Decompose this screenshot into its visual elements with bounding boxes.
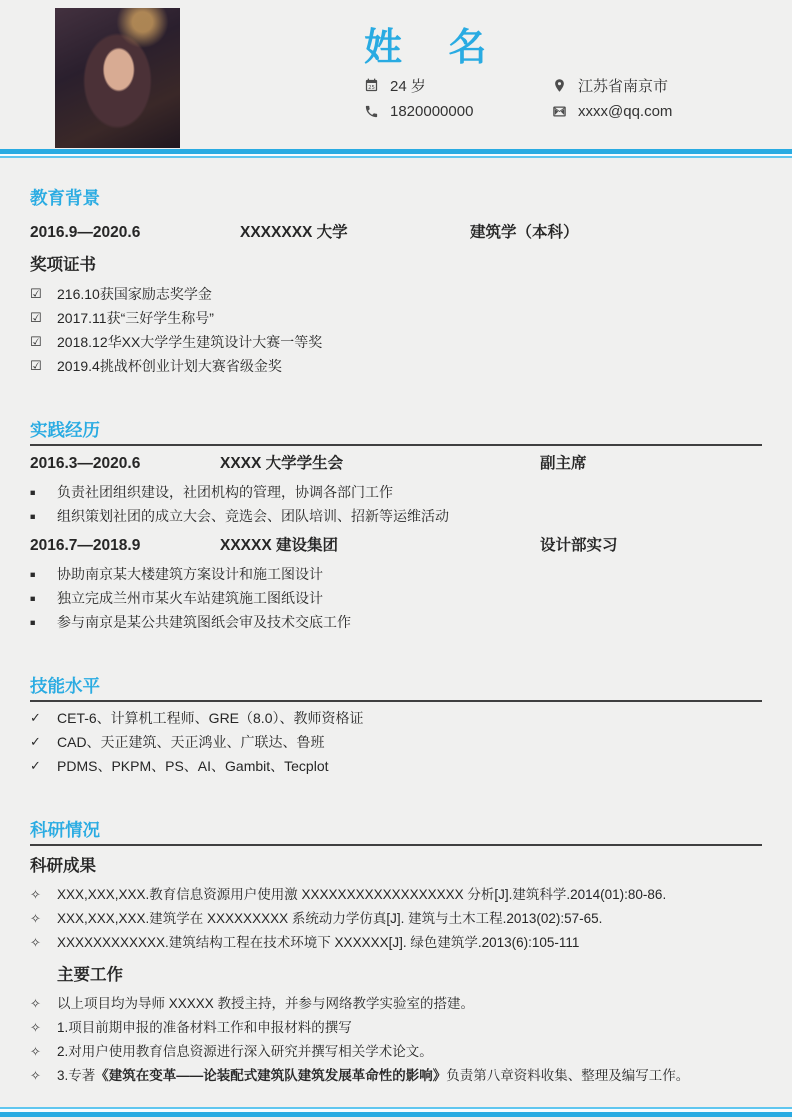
square-bullet-icon: ■ [30, 593, 36, 604]
diamond-bullet-icon: ✧ [30, 1020, 41, 1035]
job-period: 2016.7—2018.9 [30, 537, 141, 554]
job-organization: XXXX 大学学生会 [220, 455, 344, 472]
education-school: XXXXXXX 大学 [240, 224, 348, 241]
duty-text: 负责社团组织建设，社团机构的管理，协调各部门工作 [57, 484, 393, 500]
award-text: 2018.12华XX大学学生建筑设计大赛一等奖 [57, 334, 323, 350]
duty-text: 独立完成兰州市某火车站建筑施工图纸设计 [57, 590, 323, 606]
diamond-bullet-icon: ✧ [30, 1044, 41, 1059]
work-text-prefix: 3.专著 [57, 1068, 96, 1083]
list-item [30, 586, 762, 610]
research-title: 科研情况 [30, 820, 100, 840]
list-item [30, 306, 762, 330]
section-practice [30, 419, 762, 634]
section-rule [30, 700, 762, 702]
research-results-list [30, 883, 762, 955]
job-role: 设计部实习 [540, 537, 618, 554]
list-item [30, 610, 762, 634]
section-education [30, 158, 762, 378]
footer-divider [0, 1107, 792, 1117]
list-item [30, 504, 762, 528]
list-item [30, 1064, 762, 1088]
job-duty-list [30, 562, 762, 634]
contact-info [364, 72, 672, 124]
email-text: xxxx@qq.com [578, 102, 673, 120]
publication-text: XXX,XXX,XXX.教育信息资源用户使用激 XXXXXXXXXXXXXXXXXX 分析[J].建筑科学.2014(01):80-86. [57, 887, 667, 902]
practice-title: 实践经历 [30, 420, 100, 440]
job-duty-list [30, 480, 762, 528]
skill-text: CAD、天正建筑、天正鸿业、广联达、鲁班 [57, 734, 325, 750]
svg-text:25: 25 [368, 84, 375, 91]
list-item [30, 992, 762, 1016]
duty-text: 组织策划社团的成立大会、竞选会、团队培训、招新等运维活动 [57, 508, 449, 524]
skill-text: CET-6、计算机工程师、GRE（8.0）、教师资格证 [57, 710, 364, 726]
list-item [30, 282, 762, 306]
checkbox-icon: ☑ [30, 334, 42, 349]
profile-photo [55, 8, 180, 148]
work-text-suffix: 负责第八章资料收集、整理及编写工作。 [446, 1068, 690, 1083]
duty-text: 参与南京是某公共建筑图纸会审及技术交底工作 [57, 614, 351, 630]
skill-text: PDMS、PKPM、PS、AI、Gambit、Tecplot [57, 758, 329, 774]
education-major: 建筑学（本科） [470, 224, 579, 241]
section-research [30, 819, 762, 1088]
diamond-bullet-icon: ✧ [30, 996, 41, 1011]
publication-text: XXX,XXX,XXX.建筑学在 XXXXXXXXX 系统动力学仿真[J]. 建筑与土木工程.2013(02):57-65. [57, 911, 603, 926]
check-icon: ✓ [30, 734, 41, 749]
publication-text: XXXXXXXXXXXX.建筑结构工程在技术环境下 XXXXXX[J]. 绿色建筑学.2013(6):105-111 [57, 935, 580, 950]
checkbox-icon: ☑ [30, 358, 42, 373]
checkbox-icon: ☑ [30, 310, 42, 325]
section-rule [30, 444, 762, 446]
age-text: 24 岁 [390, 77, 426, 95]
resume-header [0, 0, 792, 149]
list-item [30, 330, 762, 354]
email-envelope-icon [552, 104, 567, 119]
list-item [30, 730, 762, 754]
work-text: 1.项目前期申报的准备材料工作和申报材料的撰写 [57, 1020, 352, 1035]
job-organization: XXXXX 建设集团 [220, 537, 338, 554]
check-icon: ✓ [30, 758, 41, 773]
checkbox-icon: ☑ [30, 286, 42, 301]
book-title: 《建筑在变革——论装配式建筑队建筑发展革命性的影响》 [95, 1068, 447, 1083]
calendar-icon [364, 78, 379, 93]
list-item [30, 931, 762, 955]
contact-age [364, 75, 552, 96]
list-item [30, 706, 762, 730]
work-text: 以上项目均为导师 XXXXX 教授主持，并参与网络教学实验室的搭建。 [57, 996, 475, 1011]
duty-text: 协助南京某大楼建筑方案设计和施工图设计 [57, 566, 323, 582]
location-text: 江苏省南京市 [578, 77, 669, 95]
main-work-list [30, 992, 762, 1088]
list-item [30, 562, 762, 586]
award-text: 2017.11获“三好学生称号” [57, 310, 214, 326]
list-item [30, 480, 762, 504]
square-bullet-icon: ■ [30, 511, 36, 522]
contact-email [552, 103, 672, 120]
education-period: 2016.9—2020.6 [30, 224, 141, 241]
list-item [30, 907, 762, 931]
list-item [30, 354, 762, 378]
job-period: 2016.3—2020.6 [30, 455, 141, 472]
square-bullet-icon: ■ [30, 487, 36, 498]
research-results-subtitle: 科研成果 [30, 857, 96, 875]
section-rule [30, 844, 762, 846]
contact-phone [364, 103, 552, 120]
list-item [30, 883, 762, 907]
award-text: 2019.4挑战杯创业计划大赛省级金奖 [57, 358, 282, 374]
skills-list [30, 706, 762, 778]
phone-icon [364, 104, 379, 119]
header-divider [0, 149, 792, 158]
section-skills [30, 675, 762, 778]
award-text: 216.10获国家励志奖学金 [57, 286, 212, 302]
education-degree-row [30, 220, 762, 245]
square-bullet-icon: ■ [30, 617, 36, 628]
list-item [30, 1040, 762, 1064]
list-item [30, 1016, 762, 1040]
awards-list [30, 282, 762, 378]
diamond-bullet-icon: ✧ [30, 911, 41, 926]
skills-title: 技能水平 [30, 676, 100, 696]
phone-text: 1820000000 [390, 102, 474, 120]
resume-body [0, 158, 792, 1088]
candidate-name: 姓 名 [364, 27, 505, 69]
awards-subtitle: 奖项证书 [30, 256, 96, 274]
location-pin-icon [552, 78, 567, 93]
job-header-row [30, 533, 762, 558]
diamond-bullet-icon: ✧ [30, 1068, 41, 1083]
list-item [30, 754, 762, 778]
check-icon: ✓ [30, 710, 41, 725]
diamond-bullet-icon: ✧ [30, 887, 41, 902]
main-work-subtitle: 主要工作 [57, 966, 123, 984]
contact-location [552, 75, 672, 96]
diamond-bullet-icon: ✧ [30, 935, 41, 950]
job-header-row [30, 451, 762, 476]
work-text: 2.对用户使用教育信息资源进行深入研究并撰写相关学术论文。 [57, 1044, 433, 1059]
education-title: 教育背景 [30, 188, 100, 208]
work-text [57, 1064, 689, 1088]
square-bullet-icon: ■ [30, 569, 36, 580]
job-role: 副主席 [540, 455, 587, 472]
